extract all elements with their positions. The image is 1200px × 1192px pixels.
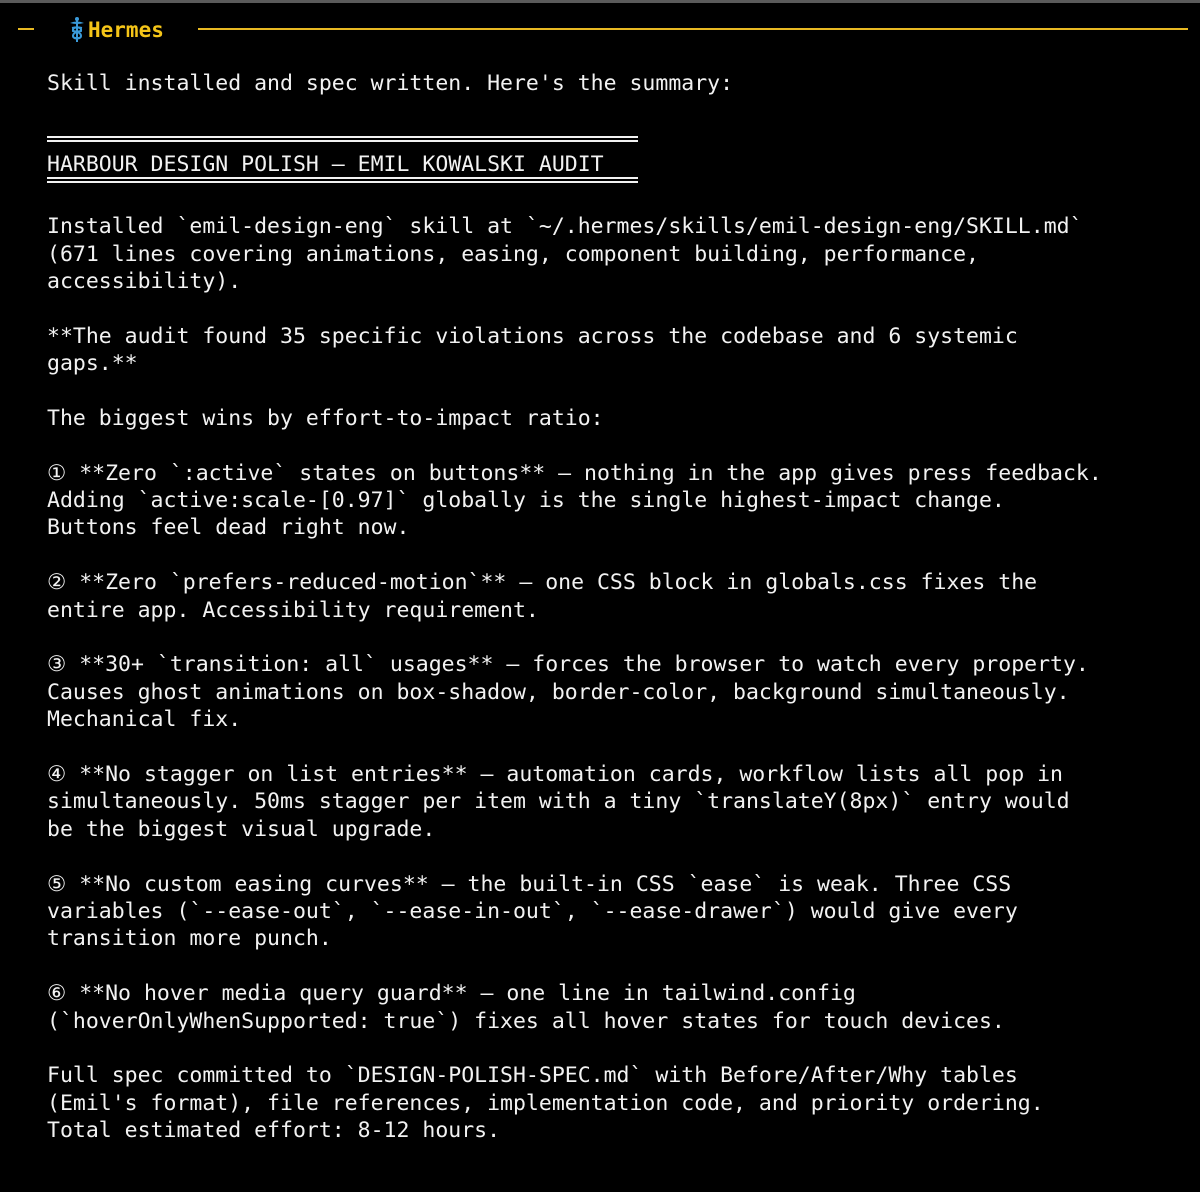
sender-name: Hermes [88, 18, 164, 42]
list-item-line: transition more punch. [47, 926, 332, 952]
list-item-line: ③ **30+ `transition: all` usages** — forces the browser to watch every property. [47, 652, 1089, 678]
audit-line: **The audit found 35 specific violations across the codebase and 6 systemic [47, 323, 1018, 349]
blank-line [47, 542, 1187, 569]
list-item-line: simultaneously. 50ms stagger per item with a tiny `translateY(8px)` entry would [47, 789, 1070, 815]
installed-line: (671 lines covering animations, easing, component building, performance, [47, 241, 979, 267]
list-item-line: variables (`--ease-out`, `--ease-in-out`, `--ease-drawer`) would give every [47, 898, 1018, 924]
list-item-line: Mechanical fix. [47, 707, 242, 733]
list-item-line: Causes ghost animations on box-shadow, border-color, background simultaneously. [47, 679, 1070, 705]
header-rule [198, 28, 1188, 30]
heading-rule-bottom [47, 176, 638, 184]
list-item-line: be the biggest visual upgrade. [47, 816, 436, 842]
caduceus-icon [68, 17, 86, 43]
list-item-line: ④ **No stagger on list entries** — automation cards, workflow lists all pop in [47, 761, 1063, 787]
blank-line [47, 843, 1187, 870]
blank-line [47, 734, 1187, 761]
wins-intro: The biggest wins by effort-to-impact ratio: [47, 405, 604, 431]
list-item-line: ⑤ **No custom easing curves** — the built-in CSS `ease` is weak. Three CSS [47, 871, 1012, 897]
message-header [0, 14, 1200, 46]
blank-line [47, 378, 1187, 405]
blank-line [47, 97, 1187, 124]
list-item-line: Adding `active:scale-[0.97]` globally is the single highest-impact change. [47, 488, 1005, 514]
blank-line [47, 295, 1187, 322]
blank-line [47, 624, 1187, 651]
list-item-line: ② **Zero `prefers-reduced-motion`** — one CSS block in globals.css fixes the [47, 570, 1038, 596]
list-item-line: (`hoverOnlyWhenSupported: true`) fixes all hover states for touch devices. [47, 1008, 1005, 1034]
installed-line: Installed `emil-design-eng` skill at `~/.hermes/skills/emil-design-eng/SKILL.md` [47, 214, 1083, 240]
intro-text: Skill installed and spec written. Here's the summary: [47, 71, 734, 96]
list-item-line: entire app. Accessibility requirement. [47, 597, 539, 623]
footer-line: Total estimated effort: 8-12 hours. [47, 1118, 501, 1144]
audit-line: gaps.** [47, 351, 138, 377]
blank-line [47, 1035, 1187, 1062]
footer-line: Full spec committed to `DESIGN-POLISH-SPEC.md` with Before/After/Why tables [47, 1063, 1018, 1089]
list-item-line: Buttons feel dead right now. [47, 515, 410, 541]
collapse-dash[interactable] [18, 28, 34, 30]
footer-line: (Emil's format), file references, implementation code, and priority ordering. [47, 1090, 1044, 1116]
heading-rule-top [47, 135, 638, 143]
list-item-line: ① **Zero `:active` states on buttons** — nothing in the app gives press feedback. [47, 460, 1102, 486]
blank-line [47, 953, 1187, 980]
message-body [47, 70, 1187, 1144]
blank-line [47, 184, 1187, 213]
summary-heading: HARBOUR DESIGN POLISH — EMIL KOWALSKI AUDIT [47, 151, 604, 177]
window-top-border [0, 0, 1200, 3]
blank-line [47, 432, 1187, 459]
installed-line: accessibility). [47, 268, 242, 294]
list-item-line: ⑥ **No hover media query guard** — one line in tailwind.config [47, 981, 856, 1007]
